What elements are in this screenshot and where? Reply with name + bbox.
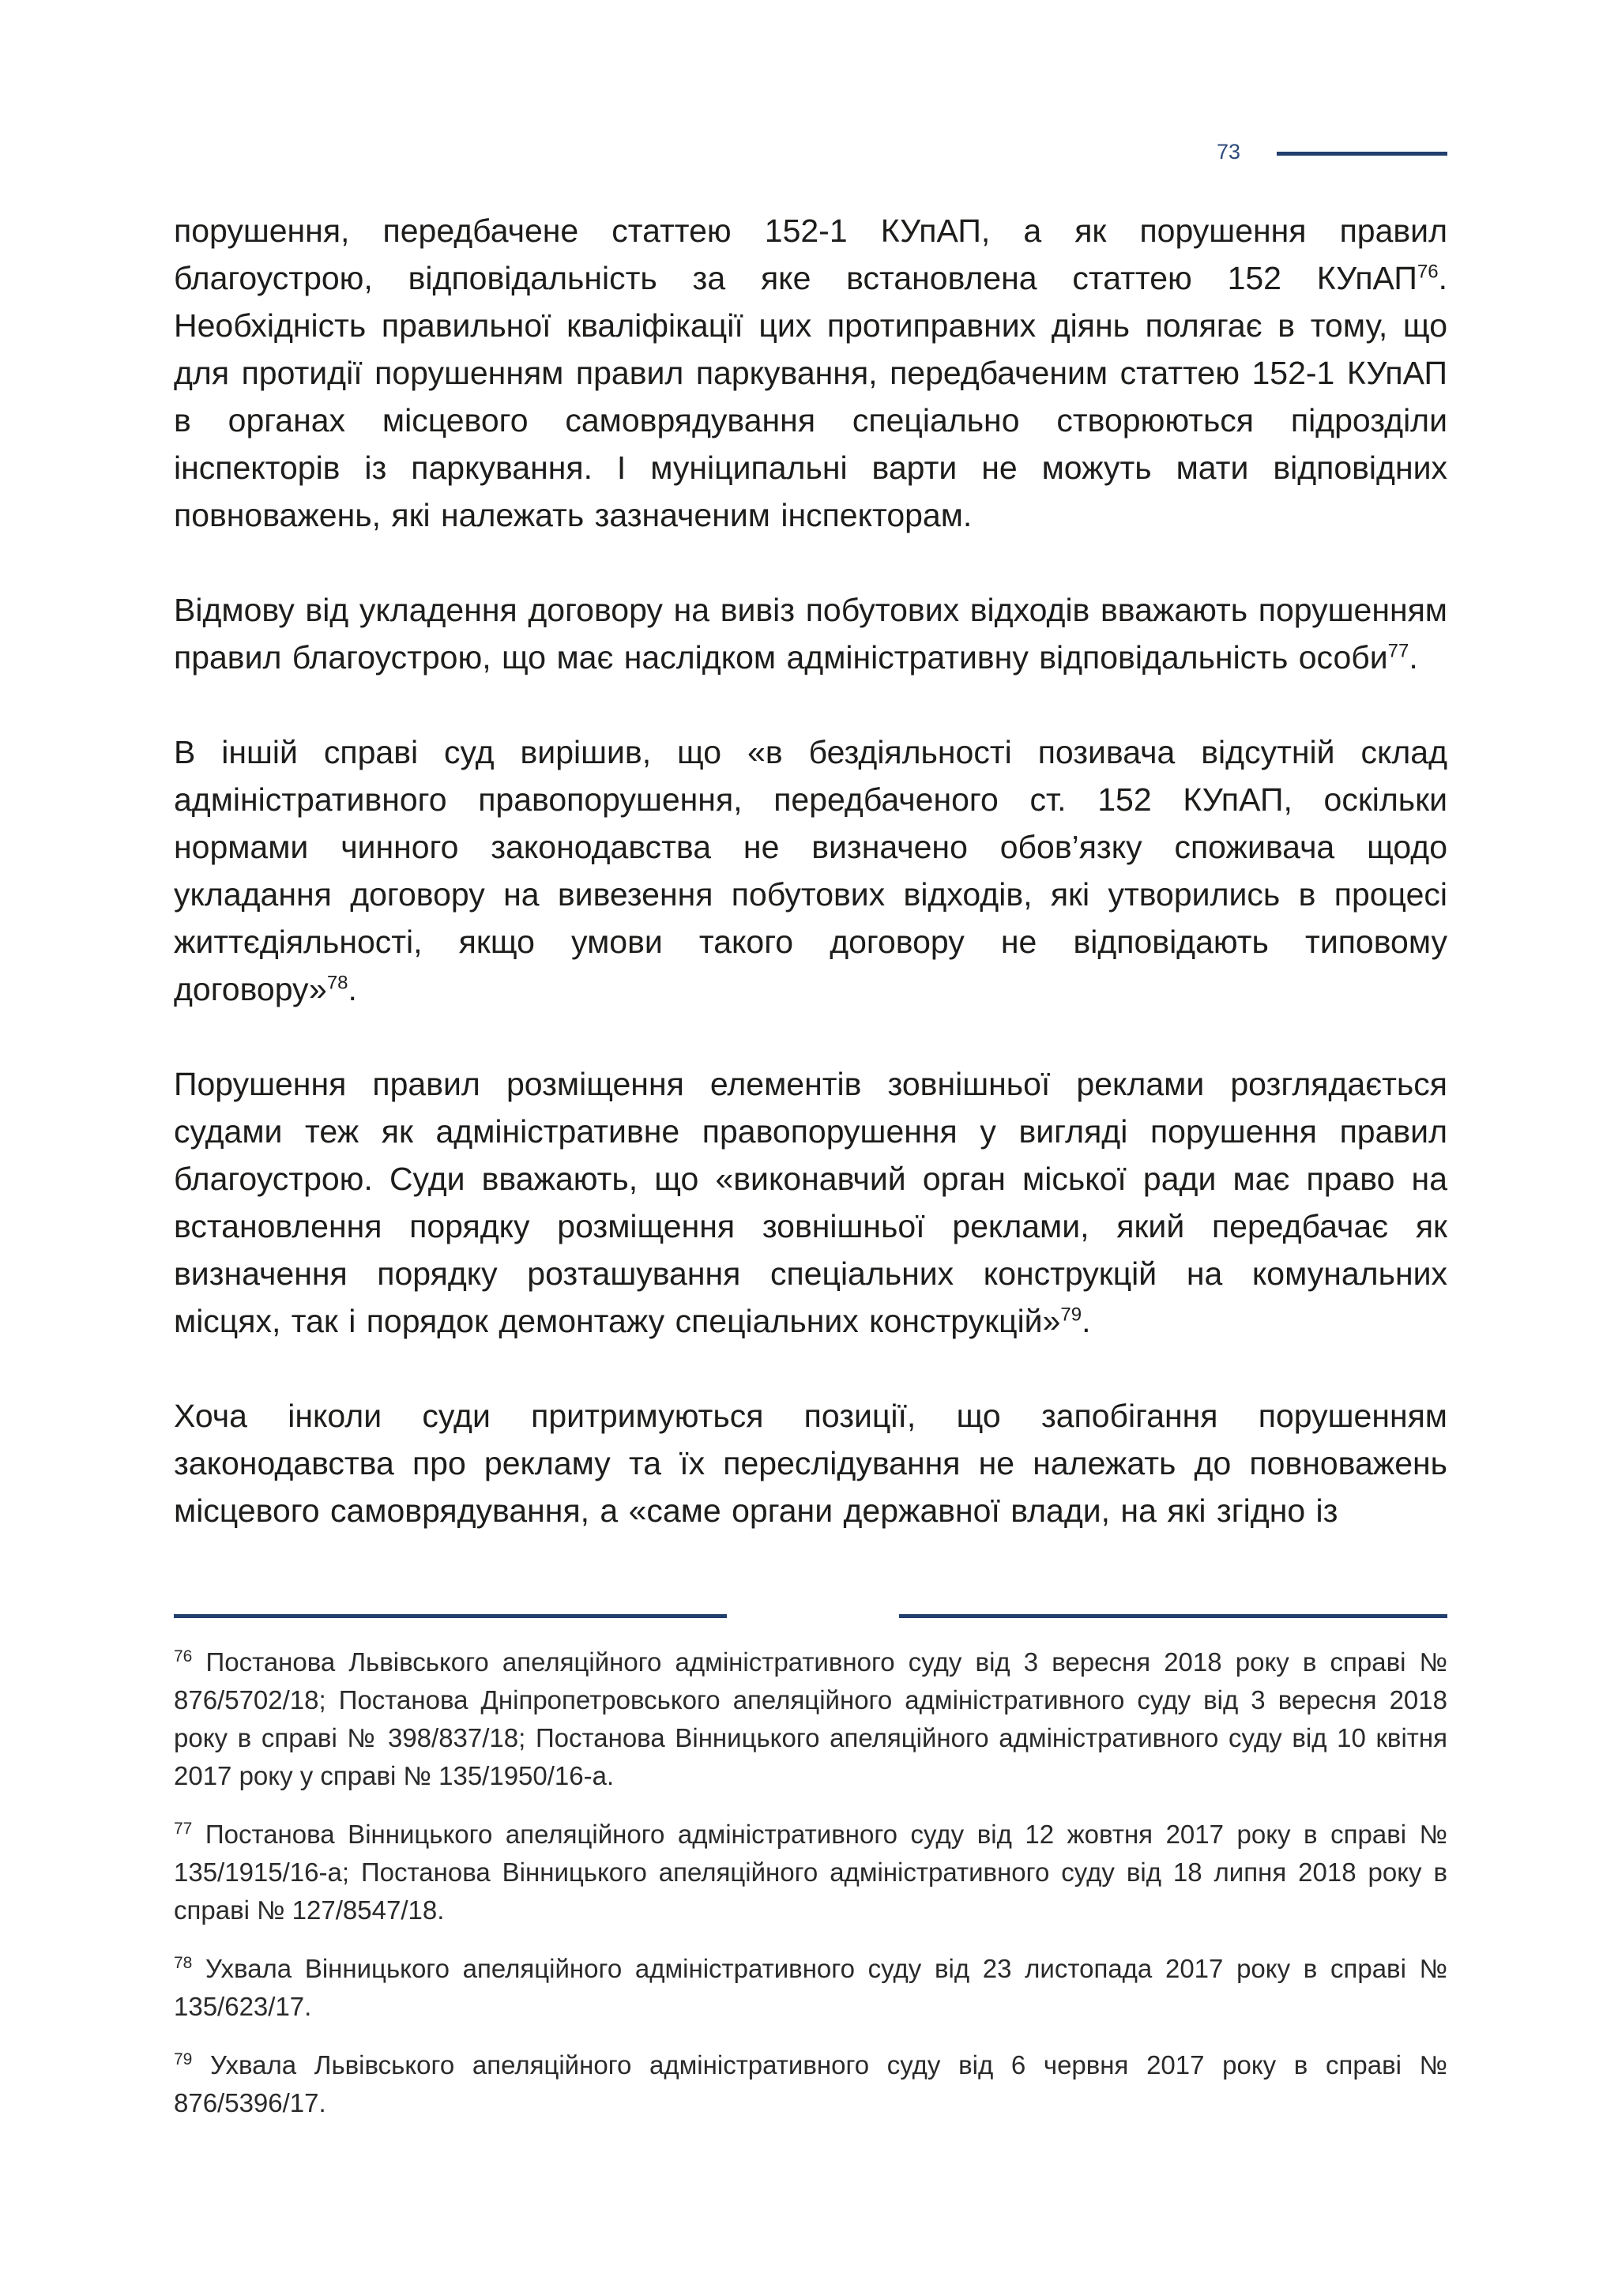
paragraph-text: В іншій справі суд вирішив, що «в бездіяльності позивача відсутній склад адміністративного правопорушення, передбаченого ст. 152 КУпАП, оскільки нормами чинного законодавства не визначено обов’язку споживача щодо укладання договору на вивезення побутових відходів, які утворились в процесі життєдіяльності, якщо умови такого договору не відповідають типовому договору» <box>174 734 1447 1007</box>
header-rule <box>1277 152 1447 156</box>
footnotes <box>174 1643 1447 2143</box>
paragraph-text: Порушення правил розміщення елементів зовнішньої реклами розглядається судами теж як адміністративне правопорушення у вигляді порушення правил благоустрою. Суди вважають, що «виконавчий орган міської ради має право на встановлення порядку розміщення зовнішньої реклами, який передбачає як визначення порядку розташування спеціальних конструкцій на комунальних місцях, так і порядок демонтажу спеціальних конструкцій» <box>174 1066 1447 1339</box>
footnote-text: Постанова Львівського апеляційного адміністративного суду від 3 вересня 2018 року в справі № 876/5702/18; Постанова Дніпропетровського апеляційного адміністративного суду від 3 вересня 2018 року в справі № 398/837/18; Постанова Вінницького апеляційного адміністративного суду від 10 квітня 2017 року у справі № 135/1950/16-а. <box>174 1647 1448 1790</box>
footnote-text: Ухвала Вінницького апеляційного адміністративного суду від 23 листопада 2017 року в справі № 135/623/17. <box>174 1954 1447 2021</box>
footnote-item <box>174 1950 1447 2026</box>
footnote-number: 76 <box>174 1647 193 1666</box>
divider-left-segment <box>174 1614 727 1618</box>
paragraph-text: . <box>1082 1303 1091 1339</box>
page-number: 73 <box>1217 140 1241 164</box>
footnote-item <box>174 2046 1447 2122</box>
paragraph <box>174 207 1447 539</box>
footnote-text: Ухвала Львівського апеляційного адміністративного суду від 6 червня 2017 року в справі № 876/5396/17. <box>174 2050 1447 2117</box>
divider-right-segment <box>899 1614 1447 1618</box>
footnote-divider <box>174 1614 1447 1619</box>
footnote-ref[interactable]: 79 <box>1060 1304 1082 1326</box>
paragraph-text: Хоча інколи суди притримуються позиції, що запобігання порушенням законодавства про рекламу та їх переслідування не належать до повноважень місцевого самоврядування, а «саме органи державної влади, на які згідно із <box>174 1398 1447 1529</box>
paragraph <box>174 1392 1447 1534</box>
footnote-number: 78 <box>174 1954 193 1972</box>
paragraph-text: . <box>1409 639 1418 676</box>
main-text <box>174 207 1447 1582</box>
page-header <box>1217 136 1447 167</box>
paragraph <box>174 586 1447 681</box>
footnote-number: 79 <box>174 2050 193 2068</box>
footnote-item <box>174 1816 1447 1929</box>
footnote-ref[interactable]: 76 <box>1417 261 1439 283</box>
paragraph-text: . <box>348 971 357 1007</box>
footnote-text: Постанова Вінницького апеляційного адміністративного суду від 12 жовтня 2017 року в справі № 135/1915/16-а; Постанова Вінницького апеляційного адміністративного суду від 18 липня 2018 року в справі № 127/8547/18. <box>174 1820 1447 1925</box>
paragraph-text: . Необхідність правильної кваліфікації цих протиправних діянь полягає в тому, що для протидії порушенням правил паркування, передбаченим статтею 152-1 КУпАП в органах місцевого самоврядування спеціально створюються підрозділи інспекторів із паркування. І муніципальні варти не можуть мати відповідних повноважень, які належать зазначеним інспекторам. <box>174 260 1447 533</box>
paragraph-text: порушення, передбачене статтею 152-1 КУпАП, а як порушення правил благоустрою, відповідальність за яке встановлена статтею 152 КУпАП <box>174 213 1447 296</box>
paragraph <box>174 728 1447 1013</box>
footnote-item <box>174 1643 1447 1795</box>
paragraph <box>174 1060 1447 1345</box>
footnote-ref[interactable]: 77 <box>1387 640 1409 662</box>
footnote-number: 77 <box>174 1820 193 1838</box>
footnote-ref[interactable]: 78 <box>326 972 348 994</box>
paragraph-text: Відмову від укладення договору на вивіз побутових відходів вважають порушенням правил благоустрою, що має наслідком адміністративну відповідальність особи <box>174 592 1447 676</box>
